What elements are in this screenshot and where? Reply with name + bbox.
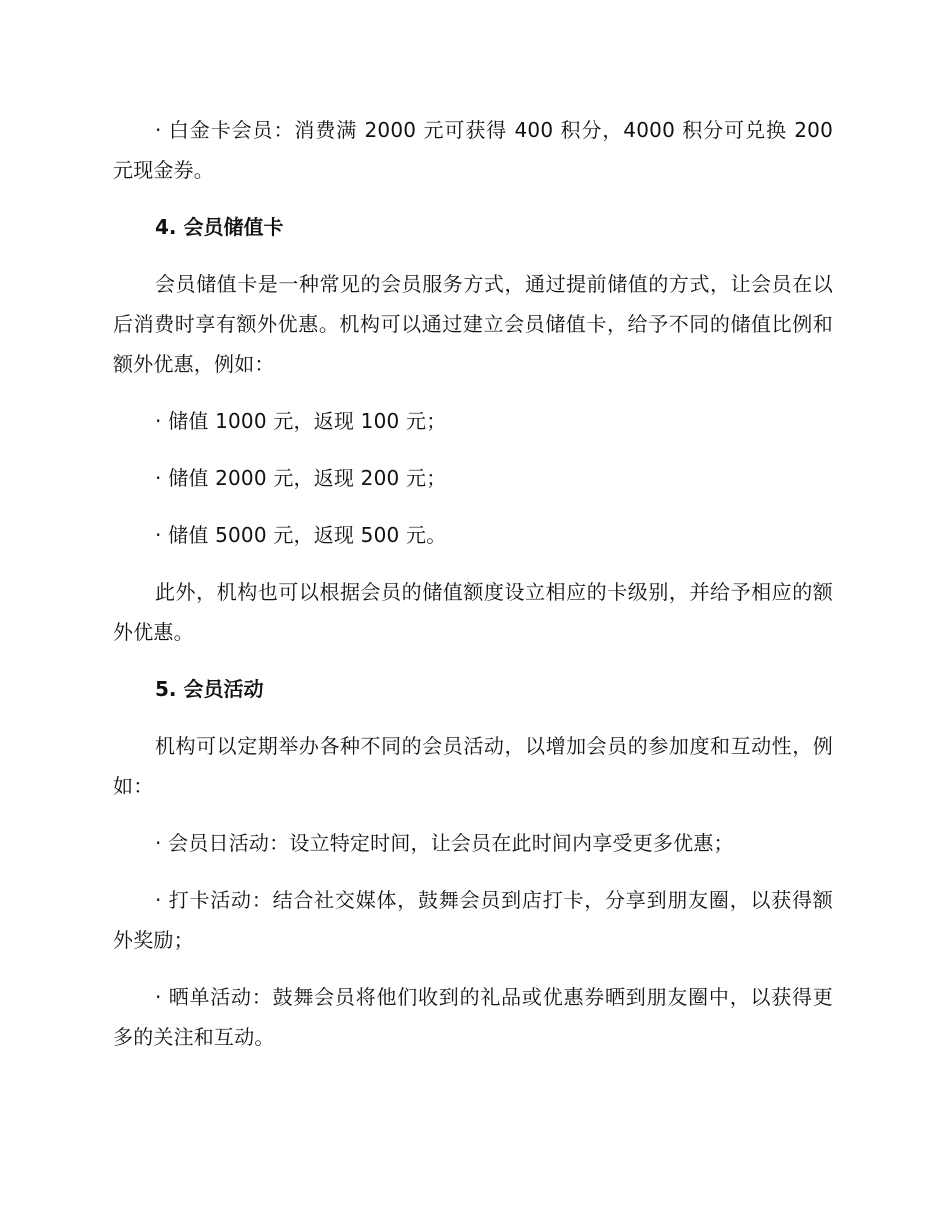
member-activities-description: 机构可以定期举办各种不同的会员活动，以增加会员的参加度和互动性，例如： — [113, 734, 833, 798]
card-level-paragraph: 此外，机构也可以根据会员的储值额度设立相应的卡级别，并给予相应的额外优惠。 — [113, 580, 833, 644]
share-order-activity-item: · 晒单活动：鼓舞会员将他们收到的礼品或优惠券晒到朋友圈中，以获得更多的关注和互动。 — [113, 985, 833, 1049]
platinum-member-item: · 白金卡会员：消费满 2000 元可获得 400 积分，4000 积分可兑换 200 元现金券。 — [113, 118, 833, 182]
document-page — [113, 110, 833, 1074]
stored-value-item-5000: · 储值 5000 元，返现 500 元。 — [155, 523, 447, 547]
section-heading-stored-value-card: 4. 会员储值卡 — [155, 215, 284, 239]
section-heading-member-activities: 5. 会员活动 — [155, 677, 264, 701]
stored-value-card-description: 会员储值卡是一种常见的会员服务方式，通过提前储值的方式，让会员在以后消费时享有额外优惠。机构可以通过建立会员储值卡，给予不同的储值比例和额外优惠，例如： — [113, 272, 833, 376]
check-in-activity-item: · 打卡活动：结合社交媒体，鼓舞会员到店打卡，分享到朋友圈，以获得额外奖励； — [113, 888, 833, 952]
stored-value-item-2000: · 储值 2000 元，返现 200 元； — [155, 466, 447, 490]
stored-value-item-1000: · 储值 1000 元，返现 100 元； — [155, 409, 447, 433]
member-day-activity-item: · 会员日活动：设立特定时间，让会员在此时间内享受更多优惠； — [155, 831, 734, 855]
